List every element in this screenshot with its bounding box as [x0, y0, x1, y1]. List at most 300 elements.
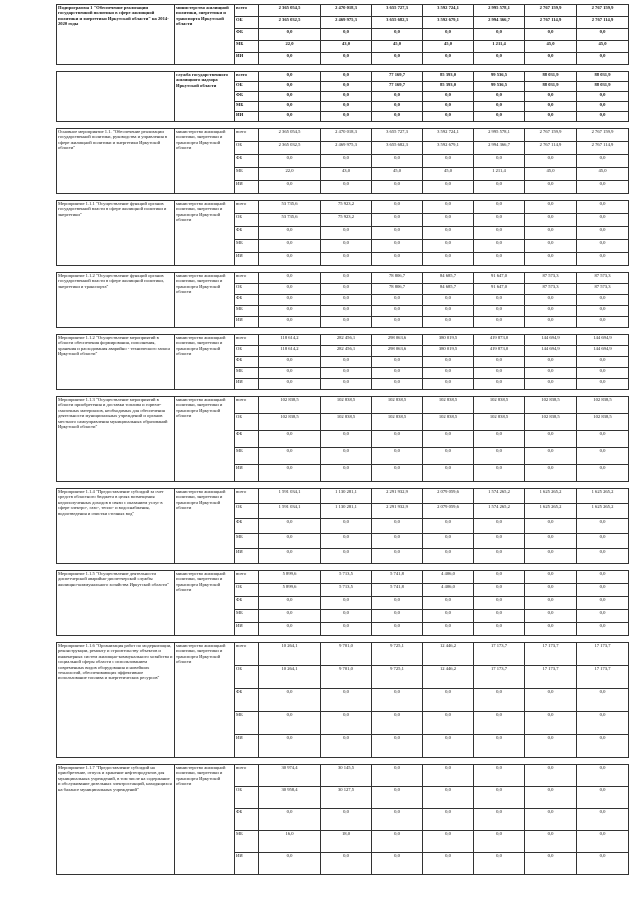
amount-cell: 45,0: [423, 41, 474, 53]
amount-cell: 0,0: [474, 379, 525, 390]
amount-cell: 0,0: [474, 227, 525, 240]
amount-cell: 2 767 114,9: [577, 17, 629, 29]
amount-cell: 1 591 034,1: [259, 504, 321, 519]
amount-cell: 419 873,0: [474, 335, 525, 346]
amount-cell: 0,0: [525, 610, 577, 623]
funding-source: МБ: [235, 306, 259, 317]
amount-cell: 9 725,1: [372, 666, 423, 689]
amount-cell: 0,0: [321, 181, 372, 194]
amount-cell: 3 655 682,3: [372, 17, 423, 29]
funding-source: ИИ: [235, 853, 259, 875]
amount-cell: 2 365 054,5: [259, 129, 321, 142]
funding-source: всего: [235, 273, 259, 284]
amount-cell: 0,0: [372, 549, 423, 564]
amount-cell: 0,0: [321, 53, 372, 65]
amount-cell: 0,0: [259, 357, 321, 368]
amount-cell: 0,0: [372, 201, 423, 214]
activity-title: Мероприятие 1.1.1 "Осуществление функций органов государственной власти в сфере жилищной политики и энергетики": [57, 201, 175, 266]
amount-cell: 0,0: [525, 853, 577, 875]
amount-cell: 0,0: [321, 549, 372, 564]
amount-cell: 0,0: [372, 253, 423, 266]
amount-cell: 0,0: [321, 357, 372, 368]
amount-cell: 0,0: [423, 597, 474, 610]
table-row: [57, 129, 629, 142]
amount-cell: 43,0: [321, 41, 372, 53]
amount-cell: 0,0: [423, 787, 474, 809]
amount-cell: 0,0: [474, 735, 525, 758]
funding-source: ОБ: [235, 142, 259, 155]
amount-cell: 0,0: [259, 534, 321, 549]
amount-cell: 12 446,2: [423, 666, 474, 689]
amount-cell: 0,0: [474, 549, 525, 564]
responsible-organization: министерство жилищной политики, энергетики и транспорта Иркутской области: [175, 5, 235, 65]
amount-cell: 0,0: [525, 534, 577, 549]
amount-cell: 84 685,7: [423, 273, 474, 284]
amount-cell: 1 625 265,2: [525, 489, 577, 504]
amount-cell: 1 625 265,2: [577, 504, 629, 519]
amount-cell: 0,0: [321, 284, 372, 295]
block-spacer: [57, 122, 629, 129]
funding-source: ОБ: [235, 17, 259, 29]
amount-cell: 3 655 727,3: [372, 5, 423, 17]
amount-cell: 0,0: [259, 465, 321, 482]
amount-cell: 0,0: [577, 306, 629, 317]
amount-cell: 2 995 578,1: [474, 129, 525, 142]
amount-cell: 0,0: [321, 72, 372, 82]
amount-cell: 0,0: [474, 519, 525, 534]
amount-cell: 0,0: [259, 519, 321, 534]
amount-cell: 0,0: [321, 623, 372, 636]
amount-cell: 0,0: [423, 735, 474, 758]
amount-cell: 0,0: [577, 448, 629, 465]
amount-cell: 0,0: [577, 227, 629, 240]
amount-cell: 0,0: [474, 181, 525, 194]
amount-cell: 0,0: [423, 227, 474, 240]
amount-cell: 0,0: [525, 431, 577, 448]
amount-cell: 17 173,7: [525, 643, 577, 666]
amount-cell: 0,0: [372, 112, 423, 122]
responsible-organization: министерство жилищной политики, энергетики и транспорта Иркутской области: [175, 129, 235, 194]
amount-cell: 0,0: [372, 368, 423, 379]
funding-source: ФБ: [235, 155, 259, 168]
amount-cell: 0,0: [525, 787, 577, 809]
amount-cell: 1 130 281,1: [321, 489, 372, 504]
amount-cell: 88 031,9: [525, 82, 577, 92]
amount-cell: 0,0: [423, 92, 474, 102]
amount-cell: 0,0: [577, 368, 629, 379]
amount-cell: 0,0: [321, 689, 372, 712]
amount-cell: 282 456,1: [321, 335, 372, 346]
activity-title: Мероприятие 1.1.2 "Осуществление мероприятий в области обеспечения формирования, пополнения, хранения и расходования аварийно - технического запаса Иркутской области": [57, 335, 175, 390]
amount-cell: 0,0: [525, 465, 577, 482]
amount-cell: 0,0: [474, 201, 525, 214]
amount-cell: 102 838,5: [372, 414, 423, 431]
funding-source: ОБ: [235, 414, 259, 431]
amount-cell: 0,0: [525, 368, 577, 379]
amount-cell: 0,0: [321, 368, 372, 379]
amount-cell: 99 536,5: [474, 82, 525, 92]
amount-cell: 0,0: [372, 181, 423, 194]
amount-cell: 16,0: [259, 831, 321, 853]
block-spacer: [57, 758, 629, 765]
amount-cell: 3 592 679,1: [423, 142, 474, 155]
amount-cell: 0,0: [423, 306, 474, 317]
amount-cell: 0,0: [372, 448, 423, 465]
amount-cell: 22,0: [259, 41, 321, 53]
amount-cell: 102 838,5: [321, 397, 372, 414]
amount-cell: 0,0: [372, 735, 423, 758]
funding-source: ФБ: [235, 689, 259, 712]
amount-cell: 0,0: [423, 253, 474, 266]
amount-cell: 0,0: [577, 214, 629, 227]
amount-cell: 0,0: [423, 102, 474, 112]
funding-source: ОБ: [235, 214, 259, 227]
funding-source: МБ: [235, 610, 259, 623]
amount-cell: 0,0: [577, 571, 629, 584]
table-row: [57, 273, 629, 284]
amount-cell: 102 838,5: [259, 414, 321, 431]
amount-cell: 0,0: [259, 431, 321, 448]
amount-cell: 0,0: [423, 448, 474, 465]
responsible-organization: министерство жилищной политики, энергетики и транспорта Иркутской области: [175, 273, 235, 328]
amount-cell: 0,0: [321, 610, 372, 623]
amount-cell: 0,0: [259, 317, 321, 328]
amount-cell: 0,0: [577, 689, 629, 712]
amount-cell: 0,0: [423, 317, 474, 328]
funding-source: МБ: [235, 41, 259, 53]
amount-cell: 0,0: [577, 357, 629, 368]
amount-cell: 2 365 032,5: [259, 142, 321, 155]
amount-cell: 1 574 265,2: [474, 489, 525, 504]
amount-cell: 91 647,0: [474, 273, 525, 284]
amount-cell: 2 767 159,9: [525, 129, 577, 142]
table-row: [57, 643, 629, 666]
funding-source: всего: [235, 571, 259, 584]
amount-cell: 0,0: [372, 689, 423, 712]
amount-cell: 0,0: [259, 448, 321, 465]
amount-cell: 2 079 059,6: [423, 504, 474, 519]
amount-cell: 0,0: [525, 831, 577, 853]
funding-source: МБ: [235, 712, 259, 735]
amount-cell: 45,0: [423, 168, 474, 181]
amount-cell: 0,0: [372, 155, 423, 168]
amount-cell: 0,0: [474, 534, 525, 549]
amount-cell: 0,0: [525, 53, 577, 65]
amount-cell: 0,0: [474, 368, 525, 379]
amount-cell: 0,0: [525, 227, 577, 240]
amount-cell: 0,0: [372, 317, 423, 328]
amount-cell: 118 614,2: [259, 346, 321, 357]
amount-cell: 2 470 018,3: [321, 129, 372, 142]
block-spacer: [57, 564, 629, 571]
amount-cell: 0,0: [372, 357, 423, 368]
block-spacer: [57, 266, 629, 273]
amount-cell: 5 741,8: [372, 571, 423, 584]
amount-cell: 88 031,9: [577, 82, 629, 92]
amount-cell: 102 838,5: [474, 397, 525, 414]
funding-source: ОБ: [235, 504, 259, 519]
amount-cell: 0,0: [474, 712, 525, 735]
amount-cell: 2 767 159,9: [577, 5, 629, 17]
amount-cell: 0,0: [423, 112, 474, 122]
amount-cell: 0,0: [259, 181, 321, 194]
amount-cell: 0,0: [423, 201, 474, 214]
amount-cell: 9 701,0: [321, 643, 372, 666]
funding-source: ИИ: [235, 253, 259, 266]
amount-cell: 0,0: [423, 853, 474, 875]
amount-cell: 0,0: [321, 253, 372, 266]
amount-cell: 0,0: [321, 735, 372, 758]
amount-cell: 2 767 114,9: [525, 142, 577, 155]
amount-cell: 17 173,7: [577, 643, 629, 666]
amount-cell: 0,0: [259, 29, 321, 41]
funding-source: МБ: [235, 168, 259, 181]
activity-title: Мероприятие 1.1.3 "Осуществление мероприятий в области приобретения и доставки топлива и горюче-смазочных материалов, необходимых для обеспечения деятельности муниципальных учреждений и органов местного самоуправления муниципальных образований Иркутской области": [57, 397, 175, 482]
amount-cell: 30 974,4: [259, 765, 321, 787]
amount-cell: 0,0: [321, 82, 372, 92]
amount-cell: 102 838,5: [525, 397, 577, 414]
amount-cell: 30 958,4: [259, 787, 321, 809]
amount-cell: 0,0: [577, 853, 629, 875]
funding-source: ФБ: [235, 29, 259, 41]
amount-cell: 0,0: [423, 712, 474, 735]
activity-title: Мероприятие 1.1.7 "Предоставление субсидий на приобретение, отпуск и хранение нефтепродуктов для муниципальных учреждений, в том числе на содержание и обслуживание дизельных электростанций, находящихся на балансе муниципальных учреждений": [57, 765, 175, 875]
amount-cell: 0,0: [259, 610, 321, 623]
amount-cell: 0,0: [474, 155, 525, 168]
amount-cell: 43,0: [321, 168, 372, 181]
amount-cell: 0,0: [372, 831, 423, 853]
amount-cell: 2 767 159,9: [525, 5, 577, 17]
amount-cell: 102 838,5: [372, 397, 423, 414]
amount-cell: 0,0: [577, 787, 629, 809]
amount-cell: 0,0: [321, 240, 372, 253]
amount-cell: 0,0: [321, 295, 372, 306]
amount-cell: 0,0: [474, 853, 525, 875]
table-row: [57, 335, 629, 346]
amount-cell: 0,0: [474, 253, 525, 266]
block-spacer: [57, 194, 629, 201]
amount-cell: 77 169,7: [372, 82, 423, 92]
amount-cell: 9 701,0: [321, 666, 372, 689]
amount-cell: 10 264,1: [259, 666, 321, 689]
responsible-organization: служба государственного жилищного надзора Иркутской области: [175, 72, 235, 122]
amount-cell: 0,0: [474, 240, 525, 253]
activity-title: Мероприятие 1.1.2 "Осуществление функций органов государственной власти в сфере жилищной политики, энергетики и транспорта": [57, 273, 175, 328]
amount-cell: 0,0: [372, 102, 423, 112]
amount-cell: 0,0: [372, 853, 423, 875]
amount-cell: 0,0: [423, 809, 474, 831]
amount-cell: 0,0: [259, 549, 321, 564]
funding-source: ФБ: [235, 431, 259, 448]
amount-cell: 0,0: [321, 712, 372, 735]
amount-cell: 0,0: [423, 368, 474, 379]
amount-cell: 10 264,1: [259, 643, 321, 666]
amount-cell: 0,0: [259, 72, 321, 82]
amount-cell: 0,0: [525, 29, 577, 41]
amount-cell: 0,0: [372, 597, 423, 610]
amount-cell: 0,0: [525, 712, 577, 735]
amount-cell: 102 838,5: [525, 414, 577, 431]
amount-cell: 0,0: [372, 519, 423, 534]
amount-cell: 0,0: [474, 809, 525, 831]
amount-cell: 1 625 265,2: [525, 504, 577, 519]
amount-cell: 2 767 114,9: [525, 17, 577, 29]
amount-cell: 0,0: [321, 534, 372, 549]
block-spacer: [57, 65, 629, 72]
block-spacer: [57, 328, 629, 335]
amount-cell: 0,0: [525, 112, 577, 122]
amount-cell: 17 173,7: [577, 666, 629, 689]
amount-cell: 282 456,1: [321, 346, 372, 357]
amount-cell: 0,0: [474, 306, 525, 317]
funding-source: ФБ: [235, 519, 259, 534]
amount-cell: 144 694,9: [577, 335, 629, 346]
amount-cell: 144 694,9: [525, 335, 577, 346]
amount-cell: 0,0: [474, 92, 525, 102]
block-spacer: [57, 390, 629, 397]
amount-cell: 0,0: [423, 519, 474, 534]
amount-cell: 2 365 054,5: [259, 5, 321, 17]
amount-cell: 0,0: [423, 689, 474, 712]
amount-cell: 0,0: [423, 53, 474, 65]
amount-cell: 0,0: [474, 623, 525, 636]
amount-cell: 0,0: [259, 368, 321, 379]
amount-cell: 2 994 366,7: [474, 17, 525, 29]
amount-cell: 0,0: [423, 431, 474, 448]
amount-cell: 0,0: [259, 689, 321, 712]
amount-cell: 0,0: [474, 317, 525, 328]
amount-cell: 5 713,5: [321, 584, 372, 597]
amount-cell: 0,0: [577, 155, 629, 168]
amount-cell: 0,0: [525, 253, 577, 266]
amount-cell: 0,0: [372, 240, 423, 253]
amount-cell: 2 365 032,5: [259, 17, 321, 29]
funding-source: МБ: [235, 102, 259, 112]
amount-cell: 53 735,6: [259, 201, 321, 214]
amount-cell: 102 838,5: [259, 397, 321, 414]
amount-cell: 78 806,7: [372, 284, 423, 295]
amount-cell: 0,0: [259, 712, 321, 735]
funding-source: ИИ: [235, 53, 259, 65]
amount-cell: 0,0: [321, 112, 372, 122]
amount-cell: 0,0: [577, 379, 629, 390]
amount-cell: 0,0: [321, 102, 372, 112]
amount-cell: 2 469 975,3: [321, 142, 372, 155]
amount-cell: 0,0: [259, 379, 321, 390]
amount-cell: 0,0: [525, 102, 577, 112]
funding-source: всего: [235, 643, 259, 666]
funding-source: ОБ: [235, 284, 259, 295]
amount-cell: 88 031,9: [525, 72, 577, 82]
amount-cell: 298 063,6: [372, 346, 423, 357]
amount-cell: 0,0: [259, 735, 321, 758]
amount-cell: 0,0: [259, 92, 321, 102]
funding-source: ИИ: [235, 549, 259, 564]
amount-cell: 45,0: [525, 41, 577, 53]
amount-cell: 0,0: [423, 831, 474, 853]
amount-cell: 0,0: [321, 431, 372, 448]
amount-cell: 0,0: [474, 29, 525, 41]
amount-cell: 0,0: [525, 240, 577, 253]
amount-cell: 2 291 932,9: [372, 504, 423, 519]
amount-cell: 45,0: [372, 168, 423, 181]
funding-source: МБ: [235, 534, 259, 549]
amount-cell: 0,0: [474, 571, 525, 584]
amount-cell: 4 406,0: [423, 571, 474, 584]
amount-cell: 2 469 975,3: [321, 17, 372, 29]
amount-cell: 0,0: [577, 317, 629, 328]
amount-cell: 0,0: [474, 831, 525, 853]
activity-title: Мероприятие 1.1.4 "Предоставление субсидий за счет средств областного бюджета в целях возмещения недополученных доходов в связи с оказанием услуг в сфере электро-, газо-, тепло- и водоснабжения, водоотведения и очистки сточных вод": [57, 489, 175, 564]
amount-cell: 0,0: [525, 584, 577, 597]
amount-cell: 0,0: [259, 240, 321, 253]
amount-cell: 17 173,7: [474, 643, 525, 666]
responsible-organization: министерство жилищной политики, энергетики и транспорта Иркутской области: [175, 397, 235, 482]
funding-source: всего: [235, 129, 259, 142]
amount-cell: 85 393,0: [423, 82, 474, 92]
amount-cell: 0,0: [577, 831, 629, 853]
amount-cell: 0,0: [372, 29, 423, 41]
amount-cell: 0,0: [259, 155, 321, 168]
amount-cell: 0,0: [259, 253, 321, 266]
responsible-organization: министерство жилищной политики, энергетики и транспорта Иркутской области: [175, 765, 235, 875]
funding-source: ИИ: [235, 465, 259, 482]
amount-cell: 1 574 265,2: [474, 504, 525, 519]
amount-cell: 3 592 679,1: [423, 17, 474, 29]
funding-source: ОБ: [235, 584, 259, 597]
amount-cell: 0,0: [423, 534, 474, 549]
amount-cell: 5 899,6: [259, 584, 321, 597]
amount-cell: 17 173,7: [525, 666, 577, 689]
amount-cell: 0,0: [372, 534, 423, 549]
block-spacer: [57, 482, 629, 489]
amount-cell: 0,0: [525, 809, 577, 831]
activity-title: Основное мероприятие 1.1. "Обеспечение реализации государственной политики, руководства и управления в сфере жилищной политики и энергетики Иркутской области": [57, 129, 175, 194]
amount-cell: 0,0: [577, 549, 629, 564]
amount-cell: 0,0: [525, 317, 577, 328]
amount-cell: 0,0: [577, 534, 629, 549]
amount-cell: 0,0: [259, 284, 321, 295]
funding-source: всего: [235, 72, 259, 82]
amount-cell: 0,0: [577, 29, 629, 41]
amount-cell: 2 079 059,6: [423, 489, 474, 504]
funding-source: всего: [235, 765, 259, 787]
amount-cell: 118 614,2: [259, 335, 321, 346]
amount-cell: 88 031,9: [577, 72, 629, 82]
amount-cell: 0,0: [577, 610, 629, 623]
amount-cell: 30 145,5: [321, 765, 372, 787]
funding-source: МБ: [235, 448, 259, 465]
amount-cell: 0,0: [474, 765, 525, 787]
amount-cell: 0,0: [474, 448, 525, 465]
amount-cell: 2 995 578,1: [474, 5, 525, 17]
amount-cell: 0,0: [525, 689, 577, 712]
amount-cell: 0,0: [525, 181, 577, 194]
amount-cell: 0,0: [372, 227, 423, 240]
amount-cell: 102 838,5: [423, 414, 474, 431]
amount-cell: 0,0: [321, 597, 372, 610]
amount-cell: 1 625 265,2: [577, 489, 629, 504]
amount-cell: 0,0: [577, 519, 629, 534]
amount-cell: 3 655 727,3: [372, 129, 423, 142]
amount-cell: 0,0: [423, 155, 474, 168]
budget-table: [56, 4, 629, 875]
amount-cell: 84 685,7: [423, 284, 474, 295]
amount-cell: 0,0: [372, 431, 423, 448]
amount-cell: 0,0: [259, 112, 321, 122]
amount-cell: 0,0: [259, 853, 321, 875]
funding-source: ОБ: [235, 82, 259, 92]
